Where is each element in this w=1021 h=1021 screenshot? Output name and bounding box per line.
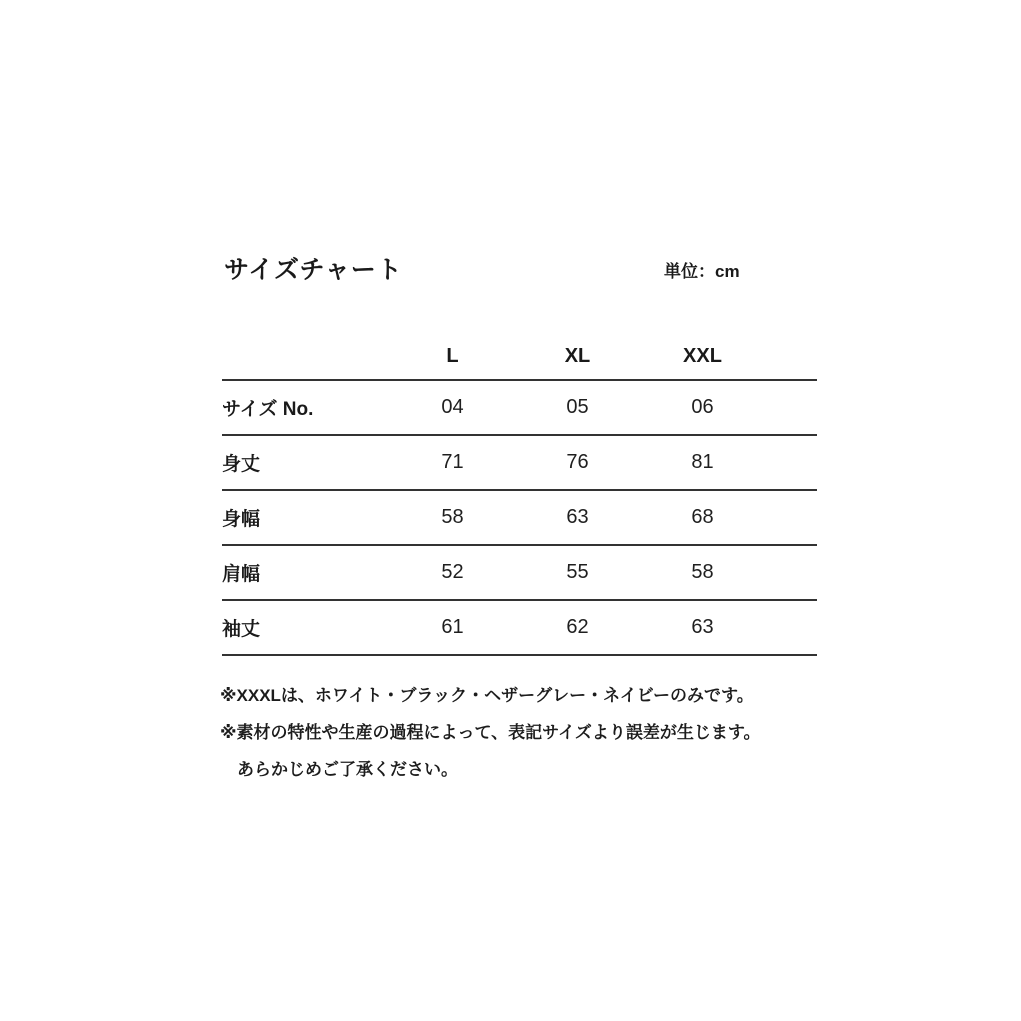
table-row bbox=[222, 545, 817, 600]
table-row bbox=[222, 490, 817, 545]
cell-value: 06 bbox=[691, 396, 714, 418]
cell-value: 63 bbox=[691, 616, 714, 638]
row-spacer-cell bbox=[765, 380, 817, 435]
cell-value: 71 bbox=[441, 451, 464, 473]
row-spacer-cell bbox=[765, 545, 817, 600]
header-spacer-cell bbox=[765, 333, 817, 380]
cell-value: 63 bbox=[566, 506, 589, 528]
table-header-row bbox=[222, 333, 817, 380]
note-line: ※XXXLは、ホワイト・ブラック・ヘザーグレー・ネイビーのみです。 bbox=[220, 686, 754, 705]
row-label: 袖丈 bbox=[222, 619, 261, 640]
row-spacer-cell bbox=[765, 490, 817, 545]
unit-label: 単位：cm bbox=[664, 262, 740, 281]
row-label: 身幅 bbox=[222, 509, 261, 530]
cell-value: 76 bbox=[566, 451, 589, 473]
table-row bbox=[222, 380, 817, 435]
row-spacer-cell bbox=[765, 435, 817, 490]
cell-value: 04 bbox=[441, 396, 464, 418]
table-row bbox=[222, 600, 817, 655]
page-title: サイズチャート bbox=[224, 256, 403, 284]
table-row bbox=[222, 435, 817, 490]
row-label: サイズ No. bbox=[222, 399, 314, 420]
cell-value: 55 bbox=[566, 561, 589, 583]
column-header-xl: XL bbox=[564, 344, 591, 367]
column-header-xxl: XXL bbox=[683, 344, 722, 367]
note-line: あらかじめご了承ください。 bbox=[237, 760, 458, 779]
cell-value: 81 bbox=[691, 451, 714, 473]
size-table-body bbox=[222, 380, 817, 655]
cell-value: 61 bbox=[441, 616, 464, 638]
note-line: ※素材の特性や生産の過程によって、表記サイズより誤差が生じます。 bbox=[220, 723, 761, 742]
cell-value: 05 bbox=[566, 396, 589, 418]
cell-value: 52 bbox=[441, 561, 464, 583]
size-chart-table bbox=[222, 333, 817, 656]
column-header-l: L bbox=[446, 344, 459, 367]
cell-value: 62 bbox=[566, 616, 589, 638]
row-label: 肩幅 bbox=[222, 564, 261, 585]
footnotes bbox=[220, 677, 830, 788]
row-label: 身丈 bbox=[222, 454, 261, 475]
cell-value: 58 bbox=[441, 506, 464, 528]
cell-value: 58 bbox=[691, 561, 714, 583]
row-spacer-cell bbox=[765, 600, 817, 655]
header-empty-cell bbox=[222, 333, 390, 380]
cell-value: 68 bbox=[691, 506, 714, 528]
